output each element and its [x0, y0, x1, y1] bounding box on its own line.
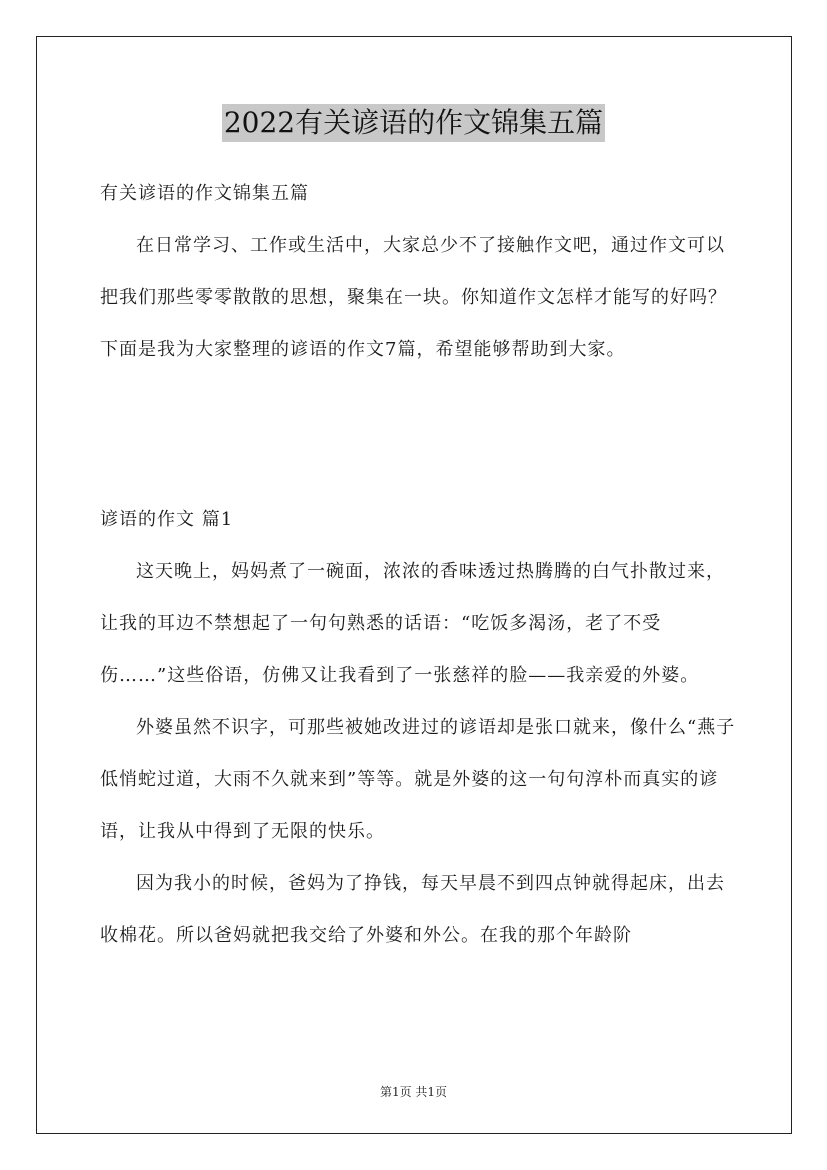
- page-footer: [0, 1083, 827, 1100]
- title-container: [0, 104, 827, 142]
- intro-paragraph: 在日常学习、工作或生活中，大家总少不了接触作文吧，通过作文可以把我们那些零零散散的思想，聚集在一块。你知道作文怎样才能写的好吗？下面是我为大家整理的谚语的作文7篇，希望能够帮助到大家。: [100, 235, 727, 360]
- section-body: [100, 494, 740, 962]
- document-title: 2022有关谚语的作文锦集五篇: [222, 104, 605, 142]
- page-number: 第1页 共1页: [379, 1085, 448, 1099]
- document-body: [100, 168, 740, 376]
- body-paragraph: 外婆虽然不识字，可那些被她改进过的谚语却是张口就来，像什么“燕子低悄蛇过道，大雨不久就来到”等等。就是外婆的这一句句淳朴而真实的谚语，让我从中得到了无限的快乐。: [100, 717, 736, 842]
- body-paragraph: 因为我小的时候，爸妈为了挣钱，每天早晨不到四点钟就得起床，出去收棉花。所以爸妈就把我交给了外婆和外公。在我的那个年龄阶: [100, 873, 725, 946]
- subtitle: 有关谚语的作文锦集五篇: [100, 183, 309, 204]
- body-paragraph: 这天晚上，妈妈煮了一碗面，浓浓的香味透过热腾腾的白气扑散过来，让我的耳边不禁想起了一句句熟悉的话语：“吃饭多渴汤，老了不受伤……”这些俗语，仿佛又让我看到了一张慈祥的脸——我亲爱的外婆。: [100, 561, 725, 686]
- section-heading: 谚语的作文 篇1: [100, 509, 234, 530]
